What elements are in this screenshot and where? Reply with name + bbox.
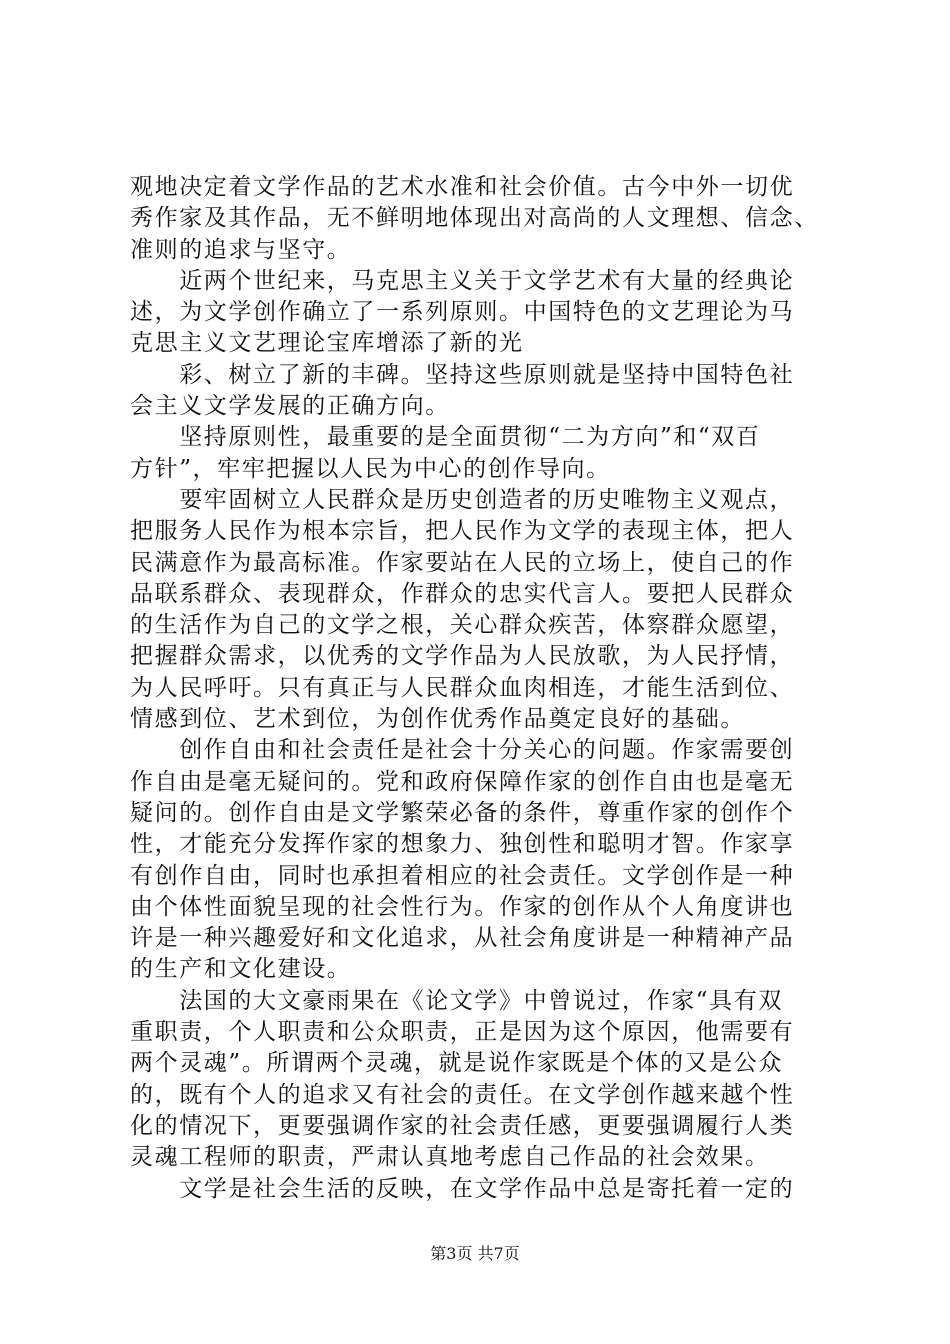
text-line: 民满意作为最高标准。作家要站在人民的立场上，使自己的作 xyxy=(130,549,795,576)
text-line: 情感到位、艺术到位，为创作优秀作品奠定良好的基础。 xyxy=(130,706,745,733)
text-line: 创作自由和社会责任是社会十分关心的问题。作家需要创 xyxy=(130,737,795,764)
text-line: 近两个世纪来，马克思主义关于文学艺术有大量的经典论 xyxy=(130,267,795,294)
text-line: 彩、树立了新的丰碑。坚持这些原则就是坚持中国特色社 xyxy=(130,361,795,388)
text-line: 坚持原则性，最重要的是全面贯彻“二为方向”和“双百 xyxy=(130,424,761,451)
text-line: 要牢固树立人民群众是历史创造者的历史唯物主义观点， xyxy=(130,486,795,513)
text-line: 有创作自由，同时也承担着相应的社会责任。文学创作是一种 xyxy=(130,862,795,889)
text-line: 法国的大文豪雨果在《论文学》中曾说过，作家“具有双 xyxy=(130,987,783,1014)
text-line: 性，才能充分发挥作家的想象力、独创性和聪明才智。作家享 xyxy=(130,831,795,858)
text-line: 准则的追求与坚守。 xyxy=(130,236,352,263)
text-line: 作自由是毫无疑问的。党和政府保障作家的创作自由也是毫无 xyxy=(130,768,795,795)
text-line: 品联系群众、表现群众，作群众的忠实代言人。要把人民群众 xyxy=(130,580,795,607)
text-line: 观地决定着文学作品的艺术水准和社会价值。古今中外一切优 xyxy=(130,174,795,200)
text-line: 把服务人民作为根本宗旨，把人民作为文学的表现主体，把人 xyxy=(130,518,795,545)
text-line: 方针”，牢牢把握以人民为中心的创作导向。 xyxy=(130,455,611,482)
text-line: 的生活作为自己的文学之根，关心群众疾苦，体察群众愿望， xyxy=(130,612,795,639)
text-line: 疑问的。创作自由是文学繁荣必备的条件，尊重作家的创作个 xyxy=(130,799,795,826)
text-line: 的，既有个人的追求又有社会的责任。在文学创作越来越个性 xyxy=(130,1081,795,1108)
text-line: 化的情况下，更要强调作家的社会责任感，更要强调履行人类 xyxy=(130,1112,795,1139)
text-line: 由个体性面貌呈现的社会性行为。作家的创作从个人角度讲也 xyxy=(130,893,795,920)
text-line: 为人民呼吁。只有真正与人民群众血肉相连，才能生活到位、 xyxy=(130,674,795,701)
text-line: 会主义文学发展的正确方向。 xyxy=(130,393,450,420)
text-line: 克思主义文艺理论宝库增添了新的光 xyxy=(130,330,524,357)
text-line: 把握群众需求，以优秀的文学作品为人民放歌，为人民抒情， xyxy=(130,643,795,670)
text-line: 文学是社会生活的反映，在文学作品中总是寄托着一定的 xyxy=(130,1175,795,1202)
text-line: 许是一种兴趣爱好和文化追求，从社会角度讲是一种精神产品 xyxy=(130,925,795,952)
text-line: 灵魂工程师的职责，严肃认真地考虑自己作品的社会效果。 xyxy=(130,1144,770,1171)
text-line: 两个灵魂”。所谓两个灵魂，就是说作家既是个体的又是公众 xyxy=(130,1050,783,1077)
page-footer: 第3页 共7页 xyxy=(430,1244,520,1263)
body-text xyxy=(130,172,842,1205)
text-line: 秀作家及其作品，无不鲜明地体现出对高尚的人文理想、信念、 xyxy=(130,205,819,232)
text-line: 的生产和文化建设。 xyxy=(130,956,352,983)
text-line: 重职责，个人职责和公众职责，正是因为这个原因，他需要有 xyxy=(130,1019,795,1046)
text-line: 述，为文学创作确立了一系列原则。中国特色的文艺理论为马 xyxy=(130,299,795,326)
